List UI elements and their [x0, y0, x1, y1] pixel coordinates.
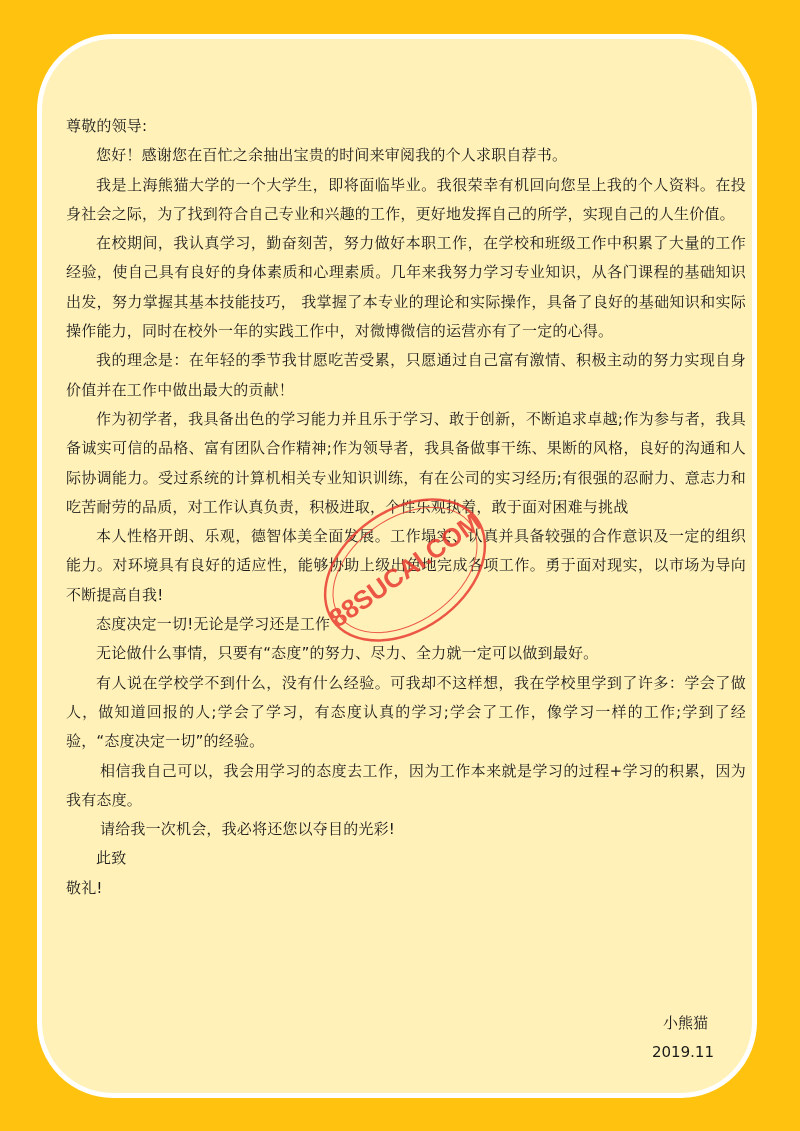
paragraph-school-experience: 在校期间，我认真学习，勤奋刻苦，努力做好本职工作，在学校和班级工作中积累了大量的工作经验，使自己具有良好的身体素质和心理素质。几年来我努力学习专业知识，从各门课程的基础知识出发，努力掌握其基本技能技巧， 我掌握了本专业的理论和实际操作，具备了良好的基础知识和实际操作能力，同时在校外一年的实践工作中，对微博微信的运营亦有了一定的心得。 — [66, 234, 746, 341]
paragraph-request: 请给我一次机会，我必将还您以夺目的光彩! — [100, 820, 396, 839]
paragraph-attitude: 无论做什么事情，只要有“态度”的努力、尽力、全力就一定可以做到最好。 — [96, 644, 599, 663]
signature-name: 小熊猫 — [662, 1014, 708, 1032]
paragraph-philosophy: 我的理念是：在年轻的季节我甘愿吃苦受累，只愿通过自己富有激情、积极主动的努力实现自身价值并在工作中做出最大的贡献！ — [66, 351, 746, 399]
paragraph-introduction: 我是上海熊猫大学的一个大学生，即将面临毕业。我很荣幸有机回向您呈上我的个人资料。在投身社会之际，为了找到符合自己专业和兴趣的工作，更好地发挥自己的所学，实现自己的人生价值。 — [66, 175, 746, 223]
letter-closing: 敬礼! — [66, 878, 103, 897]
paragraph-regards: 此致 — [96, 849, 127, 868]
paragraph-personality: 本人性格开朗、乐观，德智体美全面发展。工作塌实、认真并具备较强的合作意识及一定的组织能力。对环境具有良好的适应性，能够协助上级出色地完成各项工作。勇于面对现实，以市场为导向不断提高自我! — [66, 527, 746, 604]
cover-letter-body — [66, 112, 746, 903]
paragraph-greeting: 您好！感谢您在百忙之余抽出宝贵的时间来审阅我的个人求职自荐书。 — [96, 146, 568, 165]
paragraph-learning: 有人说在学校学不到什么，没有什么经验。可我却不这样想，我在学校里学到了许多：学会了做人，做知道回报的人;学会了学习，有态度认真的学习;学会了工作，像学习一样的工作;学到了经验，“态度决定一切”的经验。 — [66, 673, 746, 751]
paragraph-attitude-heading: 态度决定一切!无论是学习还是工作 — [96, 615, 331, 634]
letter-salutation: 尊敬的领导: — [66, 117, 148, 135]
signature-date: 2019.11 — [651, 1043, 714, 1061]
paragraph-abilities: 作为初学者，我具备出色的学习能力并且乐于学习、敢于创新，不断追求卓越;作为参与者，我具备诚实可信的品格、富有团队合作精神;作为领导者，我具备做事干练、果断的风格，良好的沟通和人际协调能力。受过系统的计算机相关专业知识训练，有在公司的实习经历;有很强的忍耐力、意志力和吃苦耐劳的品质，对工作认真负责，积极进取，个性乐观执着，敢于面对困难与挑战 — [66, 409, 746, 516]
paragraph-confidence: 相信我自己可以，我会用学习的态度去工作，因为工作本来就是学习的过程+学习的积累，因为我有态度。 — [66, 761, 746, 809]
watermark-text: 88SUCAI.COM — [323, 506, 487, 634]
